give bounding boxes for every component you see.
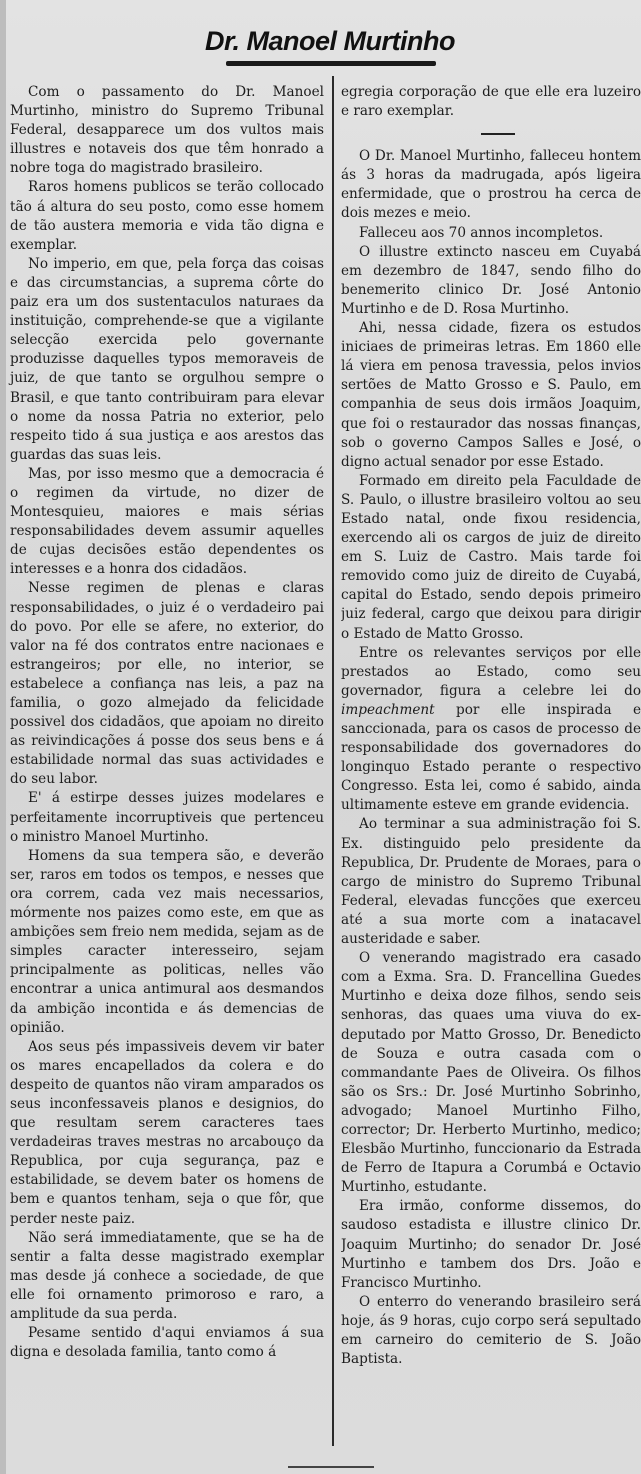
right-column: [341, 83, 641, 1369]
paragraph: Mas, por isso mesmo que a democracia é o regimen da virtude, no dizer de Montesquieu, maiores e mais sérias responsabilidades devem assumir aquelles de cujas decisões estão dependentes os interesses e a honra dos cidadãos.: [10, 465, 324, 578]
italic-term: impeachment: [341, 701, 435, 718]
paragraph: Raros homens publicos se terão collocado tão á altura do seu posto, como esse homem de tão austera memoria e vida tão digna e exemplar.: [10, 179, 324, 253]
article-title: Dr. Manoel Murtinho: [205, 26, 455, 56]
paragraph: Aos seus pés impassiveis devem vir bater os mares encapellados da colera e do despeito de quantos não viram amparados os seus inconfessaveis planos e designios, do que resultam serem caracteres taes verdadeiras traves mestras no arcabouço da Republica, por cuja segurança, paz e estabilidade, se devem bater os homens de bem e quantos tenham, seja o que fôr, que perder neste paiz.: [10, 1038, 324, 1227]
paragraph-continuation: egregia corporação de que elle era luzeiro e raro exemplar.: [341, 84, 641, 120]
column-divider: [332, 76, 334, 1446]
paragraph: Formado em direito pela Faculdade de S. Paulo, o illustre brasileiro voltou ao seu Estado natal, onde fixou residencia, exercendo ali os cargos de juiz de direito em S. Luiz de Castro. Mais tarde foi removido como juiz de direito de Cuyabá, capital do Estado, sendo depois primeiro juiz federal, cargo que deixou para dirigir o Estado de Matto Grosso.: [341, 472, 641, 642]
paragraph: E' á estirpe desses juizes modelares e perfeitamente incorruptiveis que pertenceu o ministro Manoel Murtinho.: [10, 790, 324, 845]
left-column: [10, 83, 324, 1362]
paragraph: Homens da sua tempera são, e deverão ser, raros em todos os tempos, e nesses que ora correm, cada vez mais necessarios, mórmente nos paizes como este, em que as ambições sem freio nem medida, sejam as de simples caracter interesseiro, sejam principalmente as politicas, nelles vão encontrar a unica antimural aos desmandos da ambição incontida e ás demencias de opinião.: [10, 847, 324, 1036]
paragraph: Pesame sentido d'aqui enviamos á sua digna e desolada familia, tanto como á: [10, 1325, 324, 1361]
paragraph: No imperio, em que, pela força das coisas e das circumstancias, a suprema côrte do paiz era um dos sustentaculos naturaes da instituição, comprehende-se que a vigilante selecção exercida pelo governante produzisse daquelles typos memoraveis de juiz, de que tanto se orgulhou sempre o Brasil, e que tanto contribuiram para elevar o nome da nossa Patria no exterior, pelo respeito tido á sua justiça e aos arestos das guardas das suas leis.: [10, 255, 324, 463]
paragraph: Ahi, nessa cidade, fizera os estudos iniciaes de primeiras letras. Em 1860 elle lá viera em penosa travessia, pelos invios sertões de Matto Grosso e S. Paulo, em companhia de seus dois irmãos Joaquim, que foi o restaurador das nossas finanças, sob o governo Campos Salles e José, o digno actual senador por esse Estado.: [341, 320, 641, 470]
bottom-separator: [288, 1466, 374, 1468]
paragraph: Com o passamento do Dr. Manoel Murtinho, ministro do Supremo Tribunal Federal, desapparece um dos vultos mais illustres e notaveis dos que têm honrado a nobre toga do magistrado brasileiro.: [10, 84, 324, 177]
paragraph: O Dr. Manoel Murtinho, falleceu hontem ás 3 horas da madrugada, após ligeira enfermidade, que o prostrou ha cerca de dois mezes e meio.: [341, 148, 641, 222]
page-edge: [0, 0, 6, 1474]
paragraph-text: Entre os relevantes serviços por elle prestados ao Estado, como seu governador, figura a celebre lei do: [341, 644, 641, 699]
section-separator: [481, 133, 515, 135]
paragraph: O venerando magistrado era casado com a Exma. Sra. D. Francellina Guedes Murtinho e deixa doze filhos, sendo seis senhoras, das quaes uma viuva do ex-deputado por Matto Grosso, Dr. Benedicto de Souza e outra casada com o commandante Paes de Oliveira. Os filhos são os Srs.: Dr. José Murtinho Sobrinho, advogado; Manoel Murtinho Filho, corrector; Dr. Herberto Murtinho, medico; Elesbão Murtinho, funccionario da Estrada de Ferro de Itapura a Corumbá e Octavio Murtinho, estudante.: [341, 950, 641, 1196]
paragraph: O enterro do venerando brasileiro será hoje, ás 9 horas, cujo corpo será sepultado em carneiro do cemiterio de S. João Baptista.: [341, 1293, 641, 1368]
paragraph-text: por elle inspirada e sanccionada, para os casos de processo de responsabilidade dos governadores do longinquo Estado perante o respectivo Congresso. Esta lei, como é sabido, ainda ultimamente esteve em grande evidencia.: [341, 701, 641, 814]
paragraph: Era irmão, conforme dissemos, do saudoso estadista e illustre clinico Dr. Joaquim Murtinho; do senador Dr. José Murtinho e tambem dos Drs. João e Francisco Murtinho.: [341, 1198, 641, 1291]
paragraph: O illustre extincto nasceu em Cuyabá em dezembro de 1847, sendo filho do benemerito clinico Dr. José Antonio Murtinho e de D. Rosa Murtinho.: [341, 243, 641, 317]
paragraph: Nesse regimen de plenas e claras responsabilidades, o juiz é o verdadeiro pai do povo. Por elle se afere, no exterior, do valor na fé dos contratos entre nacionaes e estrangeiros; por elle, no interior, se estabelece a confiança nas leis, a paz na familia, o gozo almejado da felicidade possivel dos cidadãos, que apoiam no direito as reivindicações á posse dos seus bens e á estabilidade normal das suas actividades e do seu labor.: [10, 580, 324, 788]
paragraph: [341, 644, 641, 816]
paragraph: Não será immediatamente, que se ha de sentir a falta desse magistrado exemplar mas desde já conhece a sociedade, de que elle foi ornamento primoroso e raro, a amplitude da sua perda.: [10, 1229, 324, 1322]
title-underline: [226, 61, 436, 66]
paragraph: Falleceu aos 70 annos incompletos.: [359, 224, 604, 241]
paragraph: Ao terminar a sua administração foi S. Ex. distinguido pelo presidente da Republica, Dr. Prudente de Moraes, para o cargo de ministro do Supremo Tribunal Federal, elevadas funcções que exerceu até a sua morte com a inatacavel austeridade e saber.: [341, 816, 641, 948]
